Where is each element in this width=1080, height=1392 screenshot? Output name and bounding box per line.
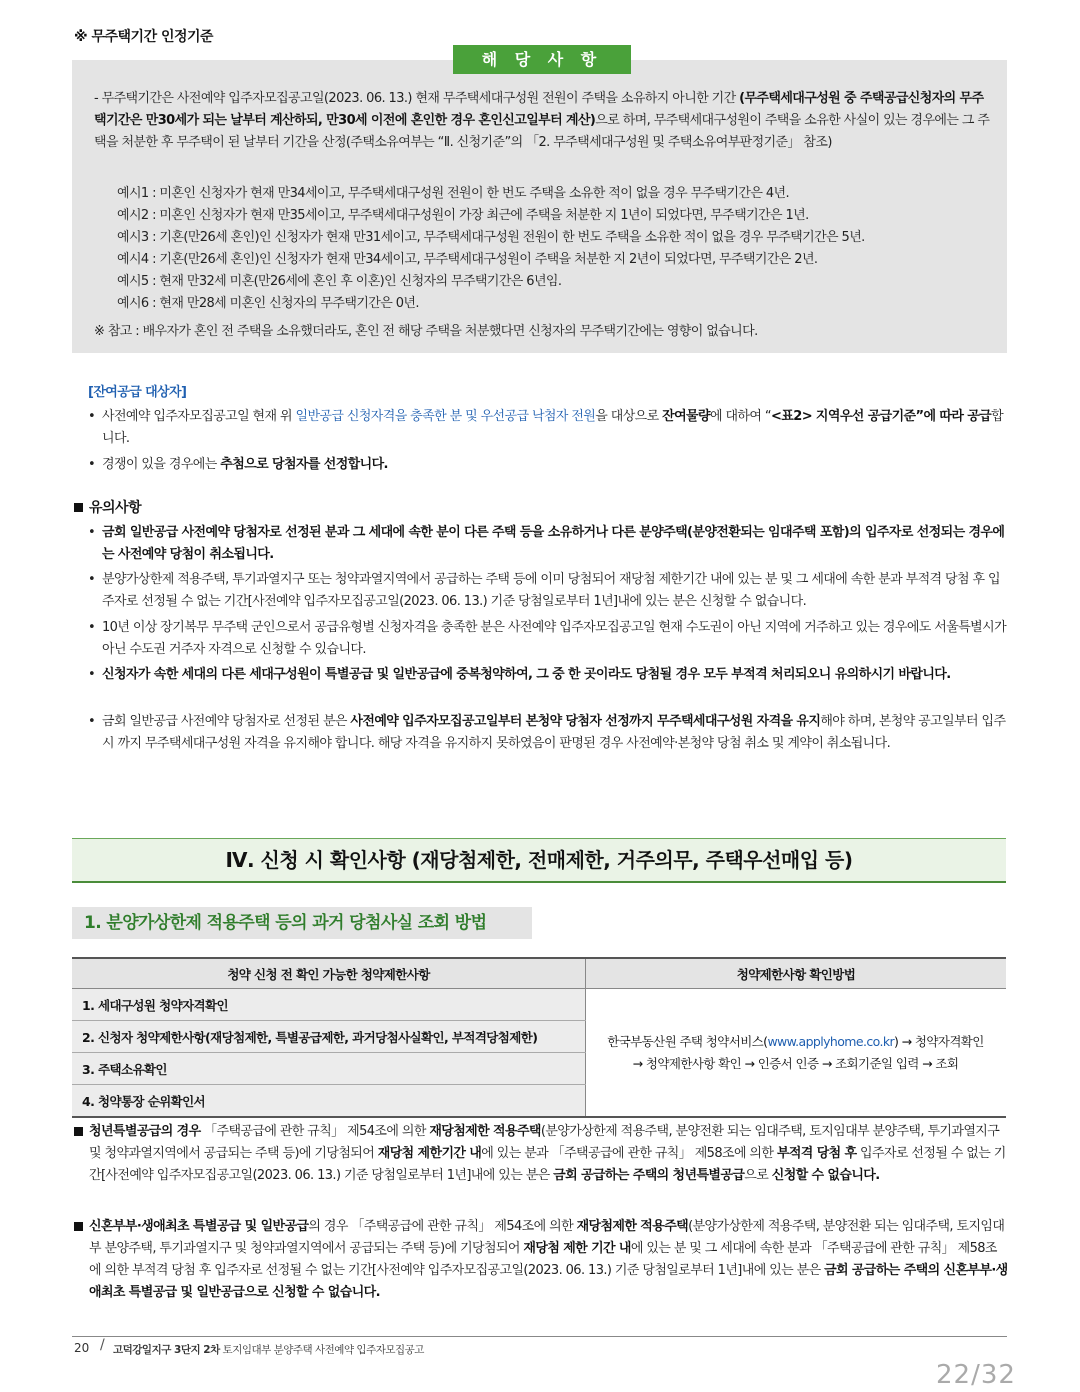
subsection-1-title: 1. 분양가상한제 적용주택 등의 과거 당첨사실 조회 방법 — [72, 907, 532, 939]
footer-document-title: 고덕강일지구 3단지 2차 토지임대부 분양주택 사전예약 입주자모집공고 — [113, 1344, 424, 1356]
square-bullet-icon — [74, 503, 83, 512]
page-number: 20 — [74, 1341, 90, 1355]
table-row-4: 4. 청약통장 순위확인서 — [72, 1085, 586, 1118]
youth-paragraph-text: 청년특별공급의 경우 「주택공급에 관한 규칙」 제54조에 의한 재당첨제한 적용주택(분양가상한제 적용주택, 분양전환 되는 임대주택, 토지임대부 분양주택, 투기과열지구 및 청약과열지역에서 공급되는 주택 등)에 기당첨되어 재당첨 제한기간 내에 있는 분과 「주택공급에 관한 규칙」 제58조에 의한 부적격 당첨 후 입주자로 선정될 수 없는 기간[사전예약 입주자모집공고일(2023. 06. 13.) 기준 당첨일로부터 1년]내에 있는 분은 금회 공급하는 주택의 청년특별공급으로 신청할 수 없습니다. — [89, 1124, 1006, 1183]
remaining-supply-text-2: 경쟁이 있을 경우에는 추첨으로 당첨자를 선정합니다. — [102, 457, 388, 472]
restriction-table — [72, 957, 1006, 1118]
example-1: 예시1 : 미혼인 신청자가 현재 만34세이고, 무주택세대구성원 전원이 한 번도 주택을 소유한 적이 없을 경우 무주택기간은 4년. — [117, 186, 790, 201]
example-3: 예시3 : 기혼(만26세 혼인)인 신청자가 현재 만31세이고, 무주택세대구성원 전원이 한 번도 주택을 소유한 적이 없을 경우 무주택기간은 5년. — [117, 230, 865, 245]
check-method-cell: 한국부동산원 주택 청약서비스(www.applyhome.co.kr) → 청약자격확인 → 청약제한사항 확인 → 인증서 인증 → 조회기준일 입력 → 조회 — [586, 989, 1007, 1118]
section-4-title: Ⅳ. 신청 시 확인사항 (재당첨제한, 전매제한, 거주의무, 주택우선매입 등) — [72, 838, 1006, 883]
bullet: • — [88, 714, 96, 729]
bullet: • — [88, 572, 96, 587]
criteria-paragraph: - 무주택기간은 사전예약 입주자모집공고일(2023. 06. 13.) 현재 무주택세대구성원 전원이 주택을 소유하지 아니한 기간 (무주택세대구성원 중 주택공급신청자의 무주택기간은 만30세가 되는 날부터 계산하되, 만30세 이전에 혼인한 경우 혼인신고일부터 계산)으로 하며, 무주택세대구성원이 주택을 소유한 사실이 있는 경우에는 그 주택을 처분한 후 무주택이 된 날부터 기간을 산정(주택소유여부는 “Ⅱ. 신청기준”의 「2. 무주택세대구성원 및 주택소유여부판정기준」 참조) — [94, 91, 990, 150]
remaining-supply-item-2 — [88, 454, 1008, 476]
note-item-2 — [88, 569, 1008, 613]
bullet: • — [88, 620, 96, 635]
note-text-1: 금회 일반공급 사전예약 당첨자로 선정된 분과 그 세대에 속한 분이 다른 주택 등을 소유하거나 다른 분양주택(분양전환되는 임대주택 포함)의 입주자로 선정되는 경우에는 사전예약 당첨이 취소됩니다. — [102, 525, 1005, 562]
bullet: • — [88, 457, 96, 472]
bullet: • — [88, 409, 96, 424]
remaining-supply-text-1: 사전예약 입주자모집공고일 현재 위 일반공급 신청자격을 충족한 분 및 우선공급 낙첨자 전원을 대상으로 잔여물량에 대하여 “<표2> 지역우선 공급기준”에 따라 공급합니다. — [102, 409, 1004, 446]
note-item-3 — [88, 617, 1008, 661]
page-indicator: 22/32 — [936, 1360, 1016, 1390]
bullet: • — [88, 667, 96, 682]
example-2: 예시2 : 미혼인 신청자가 현재 만35세이고, 무주택세대구성원이 가장 최근에 주택을 처분한 지 1년이 되었다면, 무주택기간은 1년. — [117, 208, 809, 223]
table-row-1: 1. 세대구성원 청약자격확인 — [72, 989, 586, 1021]
footer-divider — [72, 1336, 1007, 1337]
example-6: 예시6 : 현재 만28세 미혼인 신청자의 무주택기간은 0년. — [117, 296, 419, 311]
youth-special-supply-paragraph — [74, 1121, 1008, 1187]
remaining-supply-item-1 — [88, 406, 1008, 450]
example-4: 예시4 : 기혼(만26세 혼인)인 신청자가 현재 만34세이고, 무주택세대구성원이 주택을 처분한 지 2년이 되었다면, 무주택기간은 2년. — [117, 252, 818, 267]
criteria-tab-label: 해 당 사 항 — [453, 45, 631, 74]
applyhome-link[interactable]: www.applyhome.co.kr — [767, 1033, 894, 1049]
page-title: ※ 무주택기간 인정기준 — [74, 29, 214, 45]
footer-slash-icon: / — [100, 1337, 105, 1353]
example-5: 예시5 : 현재 만32세 미혼(만26세에 혼인 후 이혼)인 신청자의 무주택기간은 6년임. — [117, 274, 562, 289]
remaining-supply-heading: [잔여공급 대상자] — [88, 385, 187, 400]
note-item-1 — [88, 522, 1008, 566]
table-header-right: 청약제한사항 확인방법 — [586, 958, 1007, 989]
newlywed-paragraph-text: 신혼부부·생애최초 특별공급 및 일반공급의 경우 「주택공급에 관한 규칙」 제54조에 의한 재당첨제한 적용주택(분양가상한제 적용주택, 분양전환 되는 임대주택, 토지임대부 분양주택, 투기과열지구 및 청약과열지역에서 공급되는 주택 등)에 기당첨되어 재당첨 제한 기간 내에 있는 분 및 그 세대에 속한 분과 「주택공급에 관한 규칙」 제58조에 의한 부적격 당첨 후 입주자로 선정될 수 없는 기간[사전예약 입주자모집공고일(2023. 06. 13.) 기준 당첨일로부터 1년]내에 있는 분은 금회 공급하는 주택의 신혼부부·생애최초 특별공급 및 일반공급으로 신청할 수 없습니다. — [89, 1219, 1008, 1300]
table-header-left: 청약 신청 전 확인 가능한 청약제한사항 — [72, 958, 586, 989]
table-row-3: 3. 주택소유확인 — [72, 1053, 586, 1085]
square-bullet-icon — [74, 1222, 83, 1231]
square-bullet-icon — [74, 1127, 83, 1136]
note-text-3: 10년 이상 장기복무 무주택 군인으로서 공급유형별 신청자격을 충족한 분은 사전예약 입주자모집공고일 현재 수도권이 아닌 지역에 거주하고 있는 경우에도 서울특별시가 아닌 수도권 거주자 자격으로 신청할 수 있습니다. — [102, 620, 1007, 657]
table-row-2: 2. 신청자 청약제한사항(재당첨제한, 특별공급제한, 과거당첨사실확인, 부적격당첨제한) — [72, 1021, 586, 1053]
note-text-4: 신청자가 속한 세대의 다른 세대구성원이 특별공급 및 일반공급에 중복청약하여, 그 중 한 곳이라도 당첨될 경우 모두 부적격 처리되오니 유의하시기 바랍니다. — [102, 667, 951, 682]
note-item-4 — [88, 664, 1008, 686]
newlywed-supply-paragraph — [74, 1216, 1008, 1304]
note-text-2: 분양가상한제 적용주택, 투기과열지구 또는 청약과열지역에서 공급하는 주택 등에 이미 당첨되어 재당첨 제한기간 내에 있는 분 및 그 세대에 속한 분과 부적격 당첨 후 입주자로 선정될 수 없는 기간[사전예약 입주자모집공고일(2023. 06. 13.) 기준 당첨일로부터 1년]내에 있는 분은 신청할 수 없습니다. — [102, 572, 1000, 609]
criteria-note: ※ 참고 : 배우자가 혼인 전 주택을 소유했더라도, 혼인 전 해당 주택을 처분했다면 신청자의 무주택기간에는 영향이 없습니다. — [94, 324, 758, 339]
bullet: • — [88, 525, 96, 540]
note-text-5: 금회 일반공급 사전예약 당첨자로 선정된 분은 사전예약 입주자모집공고일부터 본청약 당첨자 선정까지 무주택세대구성원 자격을 유지해야 하며, 본청약 공고일부터 입주 시 까지 무주택세대구성원 자격을 유지해야 합니다. 해당 자격을 유지하지 못하였음이 판명된 경우 사전예약·본청약 당첨 취소 및 계약이 취소됩니다. — [102, 714, 1006, 751]
note-item-5 — [88, 711, 1008, 755]
notes-heading: 유의사항 — [74, 497, 141, 517]
